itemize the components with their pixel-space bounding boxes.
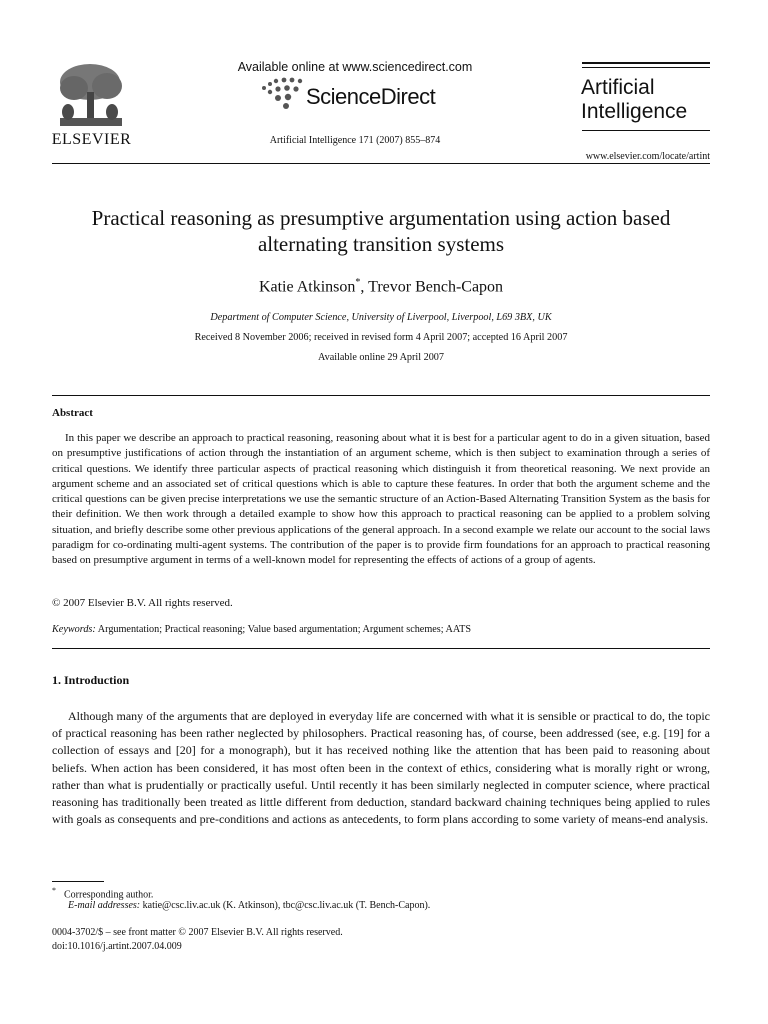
received-dates: Received 8 November 2006; received in revised form 4 April 2007; accepted 16 April 2007 xyxy=(194,332,568,343)
article-title xyxy=(52,205,710,257)
email-label: E-mail addresses: xyxy=(68,900,141,911)
journal-title-rule xyxy=(582,130,710,131)
available-date: Available online 29 April 2007 xyxy=(318,352,444,363)
email-addresses[interactable]: katie@csc.liv.ac.uk (K. Atkinson), tbc@csc.liv.ac.uk (T. Bench-Capon). xyxy=(140,900,431,911)
section-body: Although many of the arguments that are deployed in everyday life are concerned with what it is sensible or practical to do, the topic of practical reasoning has been rather neglected by philosophers. Practical reasoning has, of course, been addressed (see, e.g. [19] for a collection of essays and [20] for a monograph), but it has received nothing like the attention that has been paid to reasoning about beliefs. When action has been considered, it has most often been in the context of ethics, considering what is morally right or wrong, rather than what is prudentially or practically useful. Until recently it has been similarly neglected in computer science, where practical reasoning has traditionally been treated as little different from deduction, standard backward chaining techniques being applied to rules with goals as consequents and pre-conditions and actions as antecedents, to form plans according to some variety of means-end analysis. xyxy=(52,709,710,827)
title-line: Practical reasoning as presumptive argumentation using action based xyxy=(91,206,671,230)
available-online-text: Available online at www.sciencedirect.com xyxy=(237,60,473,74)
abstract-body: In this paper we describe an approach to practical reasoning, reasoning about what it is best for a particular agent to do in a given situation, based on presumptive justifications of action through the instantiation of an argument scheme, which is then subject to examination through a series of critical questions. We identify three particular aspects of practical reasoning which distinguish it from theoretical reasoning. We next provide an argument scheme and an associated set of critical questions which is able to capture these features. In order that both the argument scheme and the critical questions can be given precise interpretations we use the semantic structure of an Action-Based Alternating Transition System as the basis for their definition. We then work through a detailed example to show how this approach to practical reasoning can be applied to a problem solving situation, and briefly describe some other previous applications of the general approach. In a second example we relate our account to the social laws paradigm for co-ordinating multi-agent systems. The contribution of the paper is to provide firm foundations for an approach to practical reasoning based on presumptive argument in terms of a well-known model for representing the effects of actions of a group of agents. xyxy=(52,432,710,567)
sciencedirect-dots-icon xyxy=(258,76,310,110)
abstract-heading: Abstract xyxy=(52,407,93,419)
author-footnote-marker[interactable]: * xyxy=(355,277,361,288)
header-divider xyxy=(52,163,710,164)
journal-title-rule xyxy=(582,62,710,64)
journal-reference: Artificial Intelligence 171 (2007) 855–874 xyxy=(269,135,441,146)
footnote-emails xyxy=(68,900,430,911)
issn-line: 0004-3702/$ – see front matter © 2007 Elsevier B.V. All rights reserved. xyxy=(52,927,343,938)
elsevier-tree-logo xyxy=(52,60,130,130)
keywords xyxy=(52,624,471,635)
journal-url: www.elsevier.com/locate/artint xyxy=(585,151,710,162)
journal-title xyxy=(581,76,687,124)
authors xyxy=(52,277,710,296)
section-heading: 1. Introduction xyxy=(52,673,130,687)
keywords-label: Keywords: xyxy=(52,624,96,635)
journal-title-rule xyxy=(582,67,710,68)
doi-link[interactable]: doi:10.1016/j.artint.2007.04.009 xyxy=(52,941,182,952)
copyright-notice: © 2007 Elsevier B.V. All rights reserved. xyxy=(52,597,233,609)
publisher-name: ELSEVIER xyxy=(51,131,132,148)
journal-title-line: Artificial xyxy=(581,76,655,99)
abstract-divider xyxy=(52,648,710,649)
footnote-corresponding xyxy=(52,886,153,900)
journal-title-line: Intelligence xyxy=(581,100,688,123)
title-line: alternating transition systems xyxy=(257,232,505,256)
abstract-divider xyxy=(52,395,710,396)
keywords-list: Argumentation; Practical reasoning; Value based argumentation; Argument schemes; AATS xyxy=(95,624,472,635)
author-name: , Trevor Bench-Capon xyxy=(360,278,504,296)
sciencedirect-brand: ScienceDirect xyxy=(306,84,436,109)
footnote-marker: * xyxy=(52,886,56,895)
footnote-text: Corresponding author. xyxy=(64,889,154,901)
affiliation: Department of Computer Science, University of Liverpool, Liverpool, L69 3BX, UK xyxy=(210,312,552,323)
footnote-divider xyxy=(52,881,104,882)
author-name: Katie Atkinson xyxy=(258,278,356,296)
